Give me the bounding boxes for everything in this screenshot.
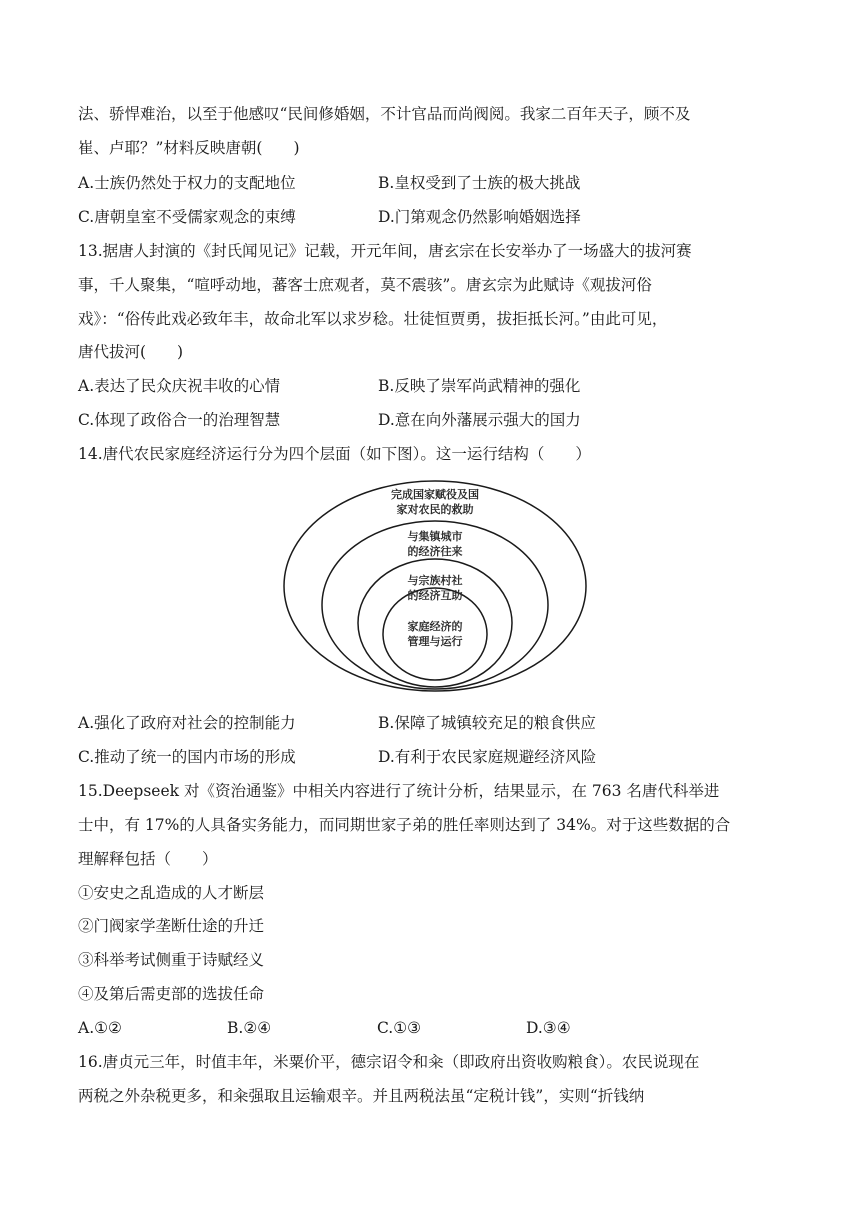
q15-stem-line-3: 理解释包括（ ） xyxy=(78,850,218,868)
q13-stem-line-3: 戏》：“俗传此戏必致年丰，故命北军以求岁稔。壮徒恒贾勇，拔拒抵长河。”由此可见， xyxy=(78,310,668,328)
q12-stem-line-1: 法、骄悍难治，以至于他感叹“民间修婚姻，不计官品而尚阀阅。我家二百年天子，顾不及 xyxy=(78,105,691,123)
q13-option-c: C.体现了政俗合一的治理智慧 xyxy=(78,411,281,429)
q13-option-a: A.表达了民众庆祝丰收的心情 xyxy=(78,377,281,395)
inner-label-line-1: 家庭经济的 xyxy=(407,620,463,633)
q12-stem-line-2: 崔、卢耶？”材料反映唐朝( ) xyxy=(78,139,300,157)
q13-stem-line-4: 唐代拔河( ) xyxy=(78,343,184,361)
inner-label-line-2: 管理与运行 xyxy=(407,635,463,648)
q15-option-d: D.③④ xyxy=(526,1019,571,1037)
q15-option-c: C.①③ xyxy=(377,1019,422,1037)
q15-stem-line-2: 士中，有 17%的人具备实务能力，而同期世家子弟的胜任率则达到了 34%。对于这些数据的合 xyxy=(78,816,731,834)
outer-label-line-2: 家对农民的救助 xyxy=(396,503,474,516)
q14-option-a: A.强化了政府对社会的控制能力 xyxy=(78,714,296,732)
q15-item-4: ④及第后需吏部的选拔任命 xyxy=(78,985,265,1003)
outer-label-line-1: 完成国家赋役及国 xyxy=(391,488,479,501)
q13-option-d: D.意在向外藩展示强大的国力 xyxy=(378,411,581,429)
q16-stem-line-2: 两税之外杂税更多，和籴强取且运输艰辛。并且两税法虽“定税计钱”，实则“折钱纳 xyxy=(78,1087,645,1105)
q15-item-1: ①安史之乱造成的人才断层 xyxy=(78,884,265,902)
q14-option-b: B.保障了城镇较充足的粮食供应 xyxy=(378,714,596,732)
q14-option-c: C.推动了统一的国内市场的形成 xyxy=(78,748,296,766)
q14-option-d: D.有利于农民家庭规避经济风险 xyxy=(378,748,597,766)
q12-option-a: A.士族仍然处于权力的支配地位 xyxy=(78,174,296,192)
q15-item-3: ③科举考试侧重于诗赋经义 xyxy=(78,951,265,969)
q16-stem-line-1: 16.唐贞元三年，时值丰年，米粟价平，德宗诏令和籴（即政府出资收购粮食）。农民说现在 xyxy=(78,1053,700,1071)
q12-option-d: D.门第观念仍然影响婚姻选择 xyxy=(378,208,581,226)
second-label-line-1: 与集镇城市 xyxy=(407,530,463,543)
q12-option-b: B.皇权受到了士族的极大挑战 xyxy=(378,174,581,192)
nested-circles-diagram xyxy=(282,478,588,706)
q12-option-c: C.唐朝皇室不受儒家观念的束缚 xyxy=(78,208,296,226)
q13-stem-line-1: 13.据唐人封演的《封氏闻见记》记载，开元年间，唐玄宗在长安举办了一场盛大的拔河赛 xyxy=(78,242,692,260)
q15-option-b: B.②④ xyxy=(227,1019,272,1037)
third-label-line-2: 的经济互助 xyxy=(407,589,463,602)
q15-option-a: A.①② xyxy=(78,1019,122,1037)
q14-stem-line-1: 14.唐代农民家庭经济运行分为四个层面（如下图）。这一运行结构（ ） xyxy=(78,445,591,463)
q13-option-b: B.反映了崇军尚武精神的强化 xyxy=(378,377,581,395)
q13-stem-line-2: 事，千人聚集，“喧呼动地，蕃客士庶观者，莫不震骇”。唐玄宗为此赋诗《观拔河俗 xyxy=(78,276,652,294)
q15-stem-line-1: 15.Deepseek 对《资治通鉴》中相关内容进行了统计分析，结果显示，在 763 名唐代科举进 xyxy=(78,782,720,800)
second-label-line-2: 的经济往来 xyxy=(407,545,463,558)
third-label-line-1: 与宗族村社 xyxy=(407,574,463,587)
q15-item-2: ②门阀家学垄断仕途的升迁 xyxy=(78,917,265,935)
